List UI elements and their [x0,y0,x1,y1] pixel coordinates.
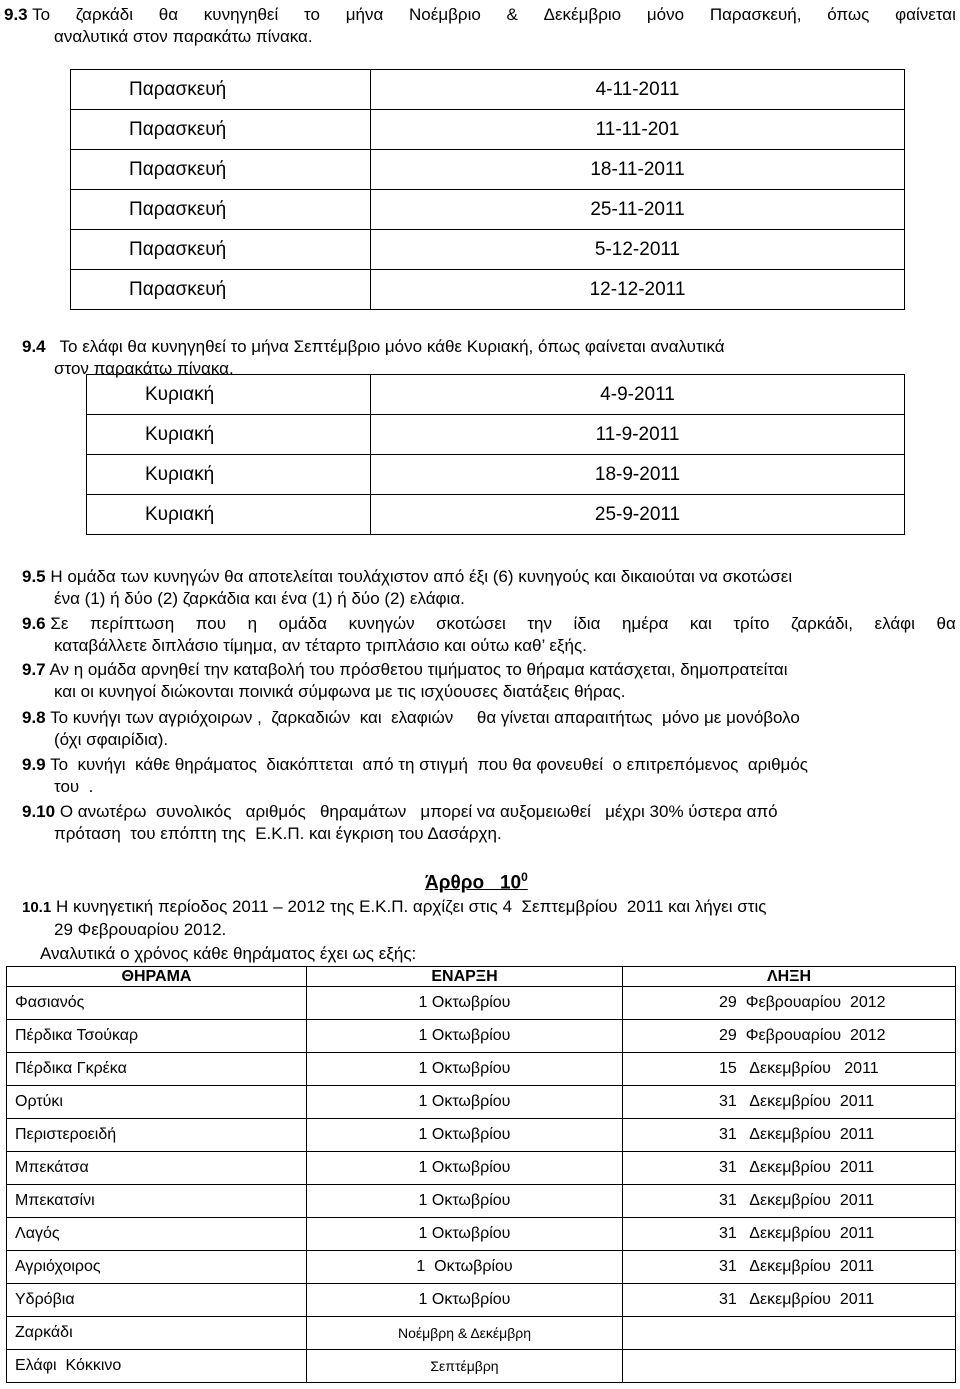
table-row: Φασιανός 1 Οκτωβρίου 29 Φεβρουαρίου 2012 [7,987,956,1020]
column-header: ΕΝΑΡΞΗ [307,967,623,987]
table-row: Κυριακή 11-9-2011 [87,415,905,455]
table-row: Ελάφι Κόκκινο Σεπτέμβρη [7,1350,956,1383]
hunting-season-table [6,966,956,1383]
sundays-table [86,374,905,535]
paragraph-9-3 [4,4,956,48]
column-header: ΘΗΡΑΜΑ [7,967,307,987]
table-row: Αγριόχοιρος 1 Οκτωβρίου 31 Δεκεμβρίου 2011 [7,1251,956,1284]
table-row: Παρασκευή 4-11-2011 [71,70,905,110]
column-header: ΛΗΞΗ [623,967,956,987]
paragraph-9-4-line1: 9.4 Το ελάφι θα κυνηγηθεί το μήνα Σεπτέμβριο μόνο κάθε Κυριακή, όπως φαίνεται αναλυτικά [22,337,725,356]
table-row: Παρασκευή 18-11-2011 [71,150,905,190]
paragraph-9-3-line1: 9.3 Το ζαρκάδι θα κυνηγηθεί το μήνα Νοέμβριο & Δεκέμβριο μόνο Παρασκευή, όπως φαίνεται [4,5,956,24]
table-row: Υδρόβια 1 Οκτωβρίου 31 Δεκεμβρίου 2011 [7,1284,956,1317]
table-row: Πέρδικα Γκρέκα 1 Οκτωβρίου 15 Δεκεμβρίου 2011 [7,1053,956,1086]
paragraph-9-8: 9.8 Το κυνήγι των αγριόχοιρων , ζαρκαδιών και ελαφιών θα γίνεται απαραιτήτως μόνο με μονόβολο (όχι σφαιρίδια). [22,708,800,749]
table-row: Μπεκατσίνι 1 Οκτωβρίου 31 Δεκεμβρίου 2011 [7,1185,956,1218]
paragraph-9-6: 9.6 Σε περίπτωση που η ομάδα κυνηγών σκοτώσει την ίδια ημέρα και τρίτο ζαρκάδι, ελάφι θα καταβάλλετε διπλάσιο τίμημα, αν τέταρτο τριπλάσιο και ούτω καθ’ εξής. [22,614,956,655]
paragraph-9-10: 9.10 Ο ανωτέρω συνολικός αριθμός θηραμάτων μπορεί να αυξομειωθεί μέχρι 30% ύστερα από πρόταση του επόπτη της Ε.Κ.Π. και έγκριση του Δασάρχη. [22,802,778,843]
table-row: Κυριακή 4-9-2011 [87,375,905,415]
table-row: Πέρδικα Τσούκαρ 1 Οκτωβρίου 29 Φεβρουαρίου 2012 [7,1020,956,1053]
table-row: Παρασκευή 12-12-2011 [71,270,905,310]
table-row: Παρασκευή 5-12-2011 [71,230,905,270]
table-row: Ορτύκι 1 Οκτωβρίου 31 Δεκεμβρίου 2011 [7,1086,956,1119]
paragraph-9-5: 9.5 Η ομάδα των κυνηγών θα αποτελείται τουλάχιστον από έξι (6) κυνηγούς και δικαιούται να σκοτώσει ένα (1) ή δύο (2) ζαρκάδια και ένα (1) ή δύο (2) ελάφια. [22,567,793,608]
table-header-row [7,967,956,987]
table-row: Κυριακή 25-9-2011 [87,495,905,535]
paragraph-10-1: 10.1 Η κυνηγετική περίοδος 2011 – 2012 της Ε.Κ.Π. αρχίζει στις 4 Σεπτεμβρίου 2011 και λήγει στις 29 Φεβρουαρίου 2012. [22,897,767,939]
game-intro: Αναλυτικά ο χρόνος κάθε θηράματος έχει ως εξής: [40,944,417,963]
paragraph-9-7: 9.7 Αν η ομάδα αρνηθεί την καταβολή του πρόσθετου τιμήματος το θήραμα κατάσχεται, δημοπρατείται και οι κυνηγοί διώκονται ποινικά σύμφωνα με τις ισχύουσες διατάξεις θήρας. [22,660,788,701]
paragraph-9-4-line2: στον παρακάτω πίνακα. [54,359,234,378]
paragraph-9-3-line2: αναλυτικά στον παρακάτω πίνακα. [54,27,313,46]
table-row: Παρασκευή 11-11-201 [71,110,905,150]
section-number: 9.3 [4,5,28,24]
table-row: Κυριακή 18-9-2011 [87,455,905,495]
table-row: Λαγός 1 Οκτωβρίου 31 Δεκεμβρίου 2011 [7,1218,956,1251]
table-row: Ζαρκάδι Νοέμβρη & Δεκέμβρη [7,1317,956,1350]
paragraph-9-9: 9.9 Το κυνήγι κάθε θηράματος διακόπτεται από τη στιγμή που θα φονευθεί ο επιτρεπόμενος αριθμός του . [22,755,808,796]
table-row: Παρασκευή 25-11-2011 [71,190,905,230]
table-row: Μπεκάτσα 1 Οκτωβρίου 31 Δεκεμβρίου 2011 [7,1152,956,1185]
table-row: Περιστεροειδή 1 Οκτωβρίου 31 Δεκεμβρίου 2011 [7,1119,956,1152]
article-title: Άρθρο $10^0$ [425,870,528,894]
fridays-table [70,69,905,310]
